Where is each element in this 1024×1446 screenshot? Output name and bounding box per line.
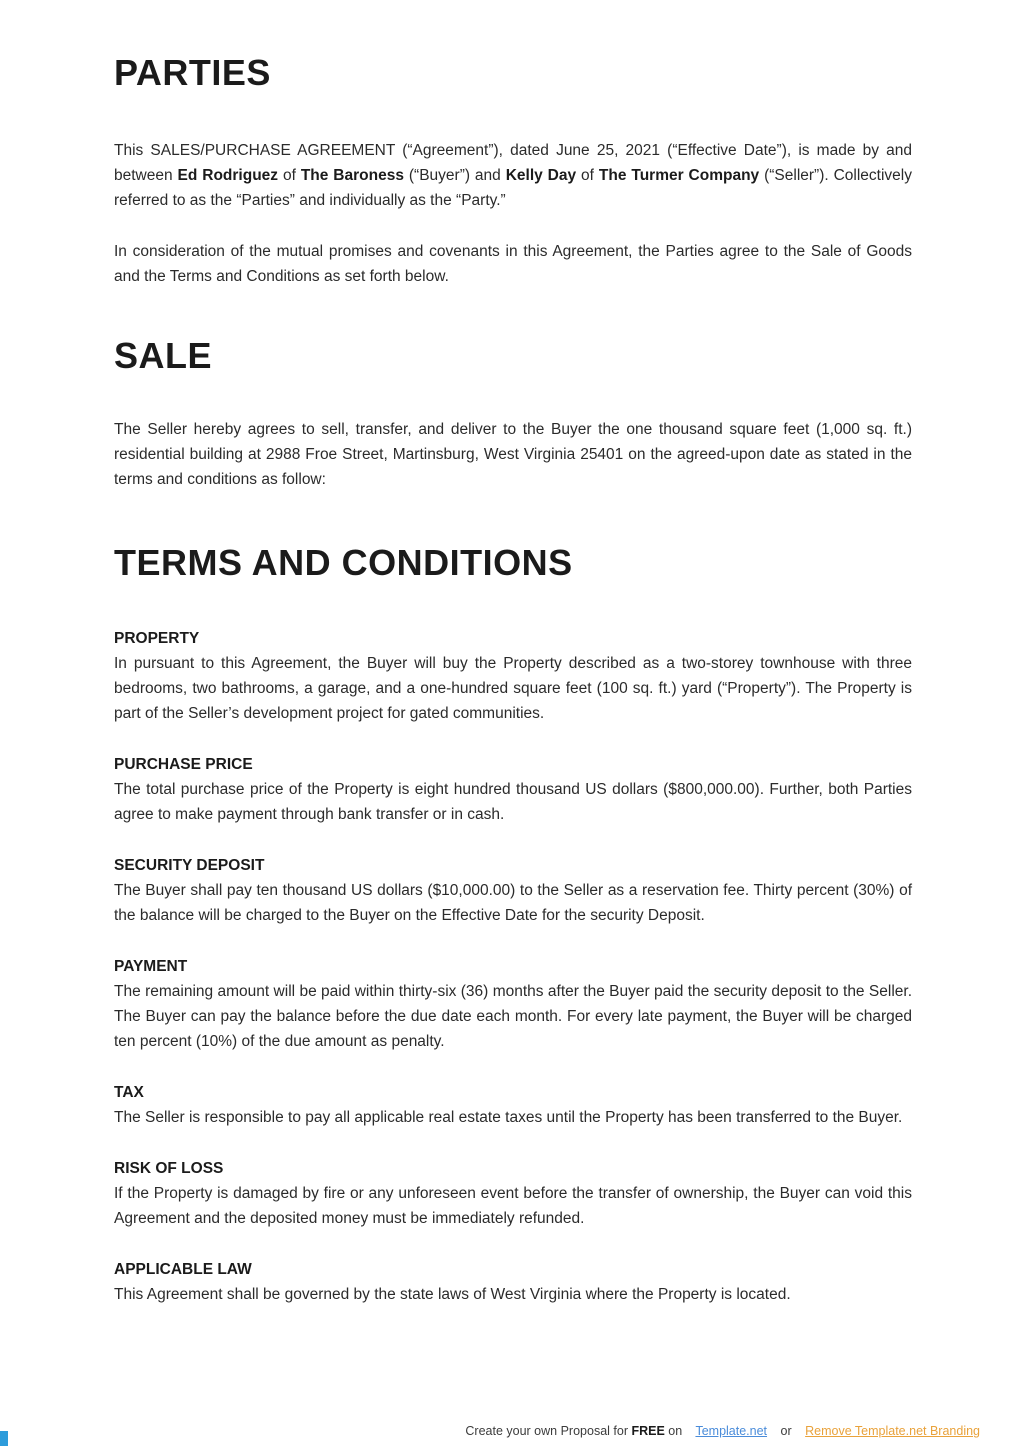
- term-body-property: In pursuant to this Agreement, the Buyer will buy the Property described as a two-storey townhouse with three bedrooms, two bathrooms, a garage, and a one-hundred square feet (100 sq. ft.) yard (“Property”). The Property is part of the Seller’s development project for gated communities.: [114, 655, 912, 722]
- term-item-property: [114, 626, 912, 726]
- footer-free-text: FREE: [631, 1424, 665, 1438]
- sale-heading: SALE: [114, 335, 213, 376]
- term-item-risk-of-loss: [114, 1156, 912, 1231]
- term-heading-risk-of-loss: RISK OF LOSS: [114, 1160, 224, 1177]
- footer-on-text: on: [664, 1424, 683, 1438]
- term-body-payment: The remaining amount will be paid within thirty-six (36) months after the Buyer paid the security deposit to the Seller. The Buyer can pay the balance before the due date each month. For every late payment, the Buyer will be charged ten percent (10%) of the due amount as penalty.: [114, 983, 912, 1050]
- term-item-applicable-law: [114, 1257, 912, 1307]
- footer-or-text: or: [780, 1424, 792, 1438]
- term-item-security-deposit: [114, 853, 912, 928]
- term-body-tax: The Seller is responsible to pay all applicable real estate taxes until the Property has been transferred to the Buyer.: [114, 1109, 903, 1126]
- term-item-purchase-price: [114, 752, 912, 827]
- brand-accent-bar: [0, 1431, 8, 1446]
- parties-paragraph-2: In consideration of the mutual promises and covenants in this Agreement, the Parties agree to the Sale of Goods and the Terms and Conditions as set forth below.: [114, 243, 912, 285]
- terms-heading: TERMS AND CONDITIONS: [114, 542, 573, 583]
- term-heading-security-deposit: SECURITY DEPOSIT: [114, 857, 265, 874]
- term-body-applicable-law: This Agreement shall be governed by the state laws of West Virginia where the Property is located.: [114, 1286, 791, 1303]
- remove-branding-link[interactable]: Remove Template.net Branding: [805, 1424, 980, 1438]
- parties-heading: PARTIES: [114, 52, 271, 93]
- footer-branding: [465, 1424, 980, 1438]
- parties-paragraph-1: This SALES/PURCHASE AGREEMENT (“Agreement”), dated June 25, 2021 (“Effective Date”), is made by and between Ed Rodriguez of The Baroness (“Buyer”) and Kelly Day of The Turmer Company (“Seller”). Collectively referred to as the “Parties” and individually as the “Party.”: [114, 142, 912, 209]
- term-body-security-deposit: The Buyer shall pay ten thousand US dollars ($10,000.00) to the Seller as a reservation fee. Thirty percent (30%) of the balance will be charged to the Buyer on the Effective Date for the security Deposit.: [114, 882, 912, 924]
- term-body-purchase-price: The total purchase price of the Property is eight hundred thousand US dollars ($800,000.00). Further, both Parties agree to make payment through bank transfer or in cash.: [114, 781, 912, 823]
- footer-create-text: Create your own Proposal for: [465, 1424, 632, 1438]
- term-heading-applicable-law: APPLICABLE LAW: [114, 1261, 252, 1278]
- template-net-link[interactable]: Template.net: [695, 1424, 768, 1438]
- term-heading-tax: TAX: [114, 1084, 144, 1101]
- term-body-risk-of-loss: If the Property is damaged by fire or any unforeseen event before the transfer of ownership, the Buyer can void this Agreement and the deposited money must be immediately refunded.: [114, 1185, 912, 1227]
- term-heading-property: PROPERTY: [114, 630, 200, 647]
- term-item-tax: [114, 1080, 912, 1130]
- term-heading-payment: PAYMENT: [114, 958, 188, 975]
- term-item-payment: [114, 954, 912, 1054]
- term-heading-purchase-price: PURCHASE PRICE: [114, 756, 253, 773]
- sale-paragraph: The Seller hereby agrees to sell, transfer, and deliver to the Buyer the one thousand square feet (1,000 sq. ft.) residential building at 2988 Froe Street, Martinsburg, West Virginia 25401 on the agreed-upon date as stated in the terms and conditions as follow:: [114, 421, 912, 488]
